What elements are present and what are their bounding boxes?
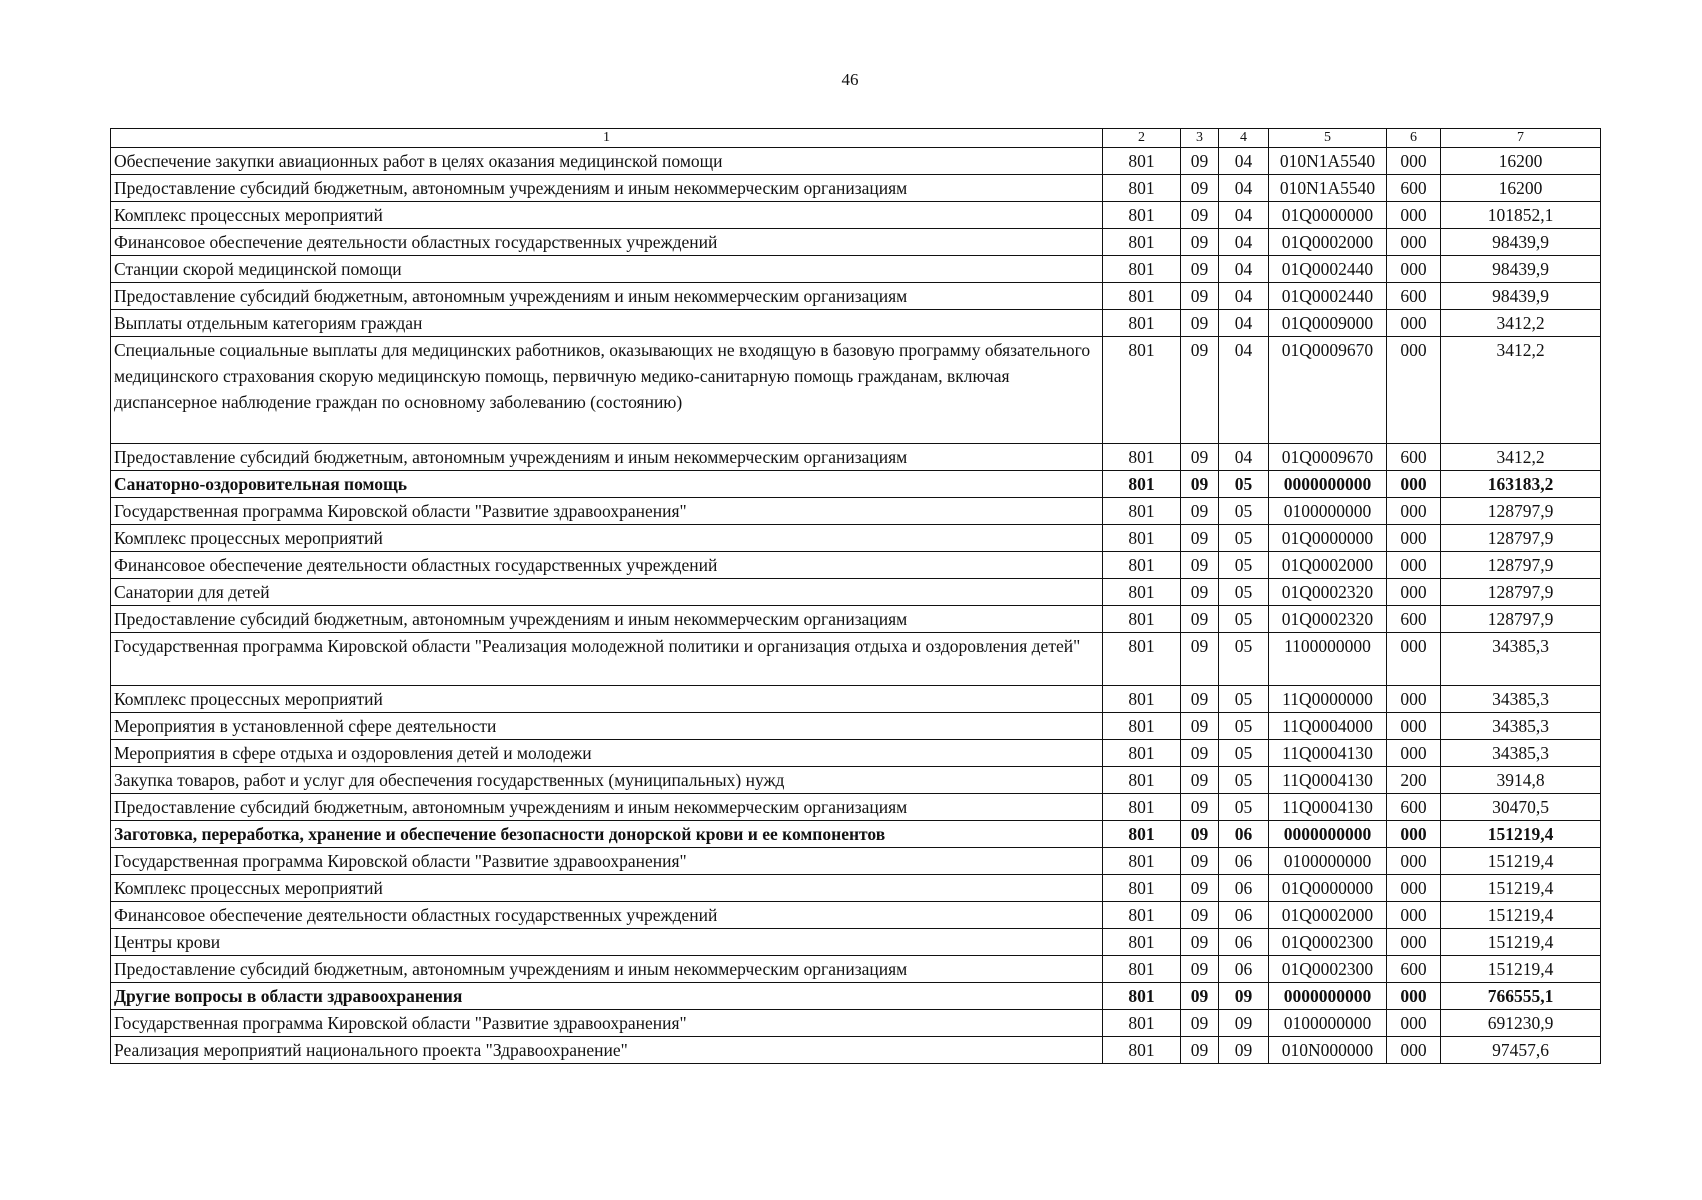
row-name: Предоставление субсидий бюджетным, автономным учреждениям и иным некоммерческим организациям	[111, 283, 1103, 310]
row-name: Предоставление субсидий бюджетным, автономным учреждениям и иным некоммерческим организациям	[111, 794, 1103, 821]
row-name: Закупка товаров, работ и услуг для обеспечения государственных (муниципальных) нужд	[111, 767, 1103, 794]
row-subsection: 06	[1219, 929, 1269, 956]
row-section: 09	[1181, 579, 1219, 606]
row-name: Санатории для детей	[111, 579, 1103, 606]
row-ministry-code: 801	[1103, 256, 1181, 283]
row-section: 09	[1181, 471, 1219, 498]
row-subsection: 05	[1219, 633, 1269, 686]
row-target-article: 0100000000	[1269, 1010, 1387, 1037]
row-ministry-code: 801	[1103, 148, 1181, 175]
row-amount: 98439,9	[1441, 256, 1601, 283]
table-row	[111, 337, 1601, 444]
row-amount: 151219,4	[1441, 902, 1601, 929]
row-subsection: 05	[1219, 498, 1269, 525]
row-name: Государственная программа Кировской области "Развитие здравоохранения"	[111, 1010, 1103, 1037]
row-expense-type: 000	[1387, 471, 1441, 498]
row-name: Финансовое обеспечение деятельности областных государственных учреждений	[111, 552, 1103, 579]
header-col-3: 3	[1181, 129, 1219, 148]
row-name: Мероприятия в установленной сфере деятельности	[111, 713, 1103, 740]
row-ministry-code: 801	[1103, 848, 1181, 875]
table-row	[111, 175, 1601, 202]
row-amount: 101852,1	[1441, 202, 1601, 229]
row-subsection: 05	[1219, 713, 1269, 740]
row-name: Комплекс процессных мероприятий	[111, 525, 1103, 552]
row-section: 09	[1181, 848, 1219, 875]
row-amount: 151219,4	[1441, 821, 1601, 848]
row-amount: 766555,1	[1441, 983, 1601, 1010]
row-expense-type: 000	[1387, 1010, 1441, 1037]
row-ministry-code: 801	[1103, 875, 1181, 902]
row-expense-type: 600	[1387, 283, 1441, 310]
row-expense-type: 600	[1387, 956, 1441, 983]
row-amount: 3412,2	[1441, 444, 1601, 471]
table-row	[111, 929, 1601, 956]
row-subsection: 05	[1219, 579, 1269, 606]
row-ministry-code: 801	[1103, 929, 1181, 956]
row-name: Выплаты отдельным категориям граждан	[111, 310, 1103, 337]
row-expense-type: 000	[1387, 633, 1441, 686]
row-amount: 3914,8	[1441, 767, 1601, 794]
row-amount: 16200	[1441, 148, 1601, 175]
row-name: Государственная программа Кировской области "Развитие здравоохранения"	[111, 498, 1103, 525]
table-row	[111, 229, 1601, 256]
row-section: 09	[1181, 310, 1219, 337]
row-subsection: 05	[1219, 471, 1269, 498]
row-section: 09	[1181, 983, 1219, 1010]
row-target-article: 01Q0002320	[1269, 579, 1387, 606]
row-expense-type: 000	[1387, 498, 1441, 525]
row-amount: 163183,2	[1441, 471, 1601, 498]
table-row	[111, 256, 1601, 283]
row-target-article: 01Q0002000	[1269, 229, 1387, 256]
row-name: Санаторно-оздоровительная помощь	[111, 471, 1103, 498]
row-ministry-code: 801	[1103, 471, 1181, 498]
row-subsection: 04	[1219, 148, 1269, 175]
row-section: 09	[1181, 202, 1219, 229]
table-row	[111, 471, 1601, 498]
row-expense-type: 000	[1387, 983, 1441, 1010]
row-target-article: 01Q0002000	[1269, 902, 1387, 929]
row-amount: 34385,3	[1441, 633, 1601, 686]
header-col-7: 7	[1441, 129, 1601, 148]
table-row	[111, 740, 1601, 767]
row-section: 09	[1181, 902, 1219, 929]
row-name: Государственная программа Кировской области "Реализация молодежной политики и организация отдыха и оздоровления детей"	[111, 633, 1103, 686]
row-section: 09	[1181, 1037, 1219, 1064]
row-subsection: 06	[1219, 902, 1269, 929]
row-target-article: 01Q0002440	[1269, 256, 1387, 283]
row-subsection: 05	[1219, 525, 1269, 552]
row-ministry-code: 801	[1103, 821, 1181, 848]
row-expense-type: 600	[1387, 175, 1441, 202]
header-col-6: 6	[1387, 129, 1441, 148]
table-row	[111, 202, 1601, 229]
row-subsection: 06	[1219, 875, 1269, 902]
row-subsection: 05	[1219, 552, 1269, 579]
row-subsection: 04	[1219, 310, 1269, 337]
row-target-article: 01Q0002300	[1269, 956, 1387, 983]
table-row	[111, 552, 1601, 579]
row-target-article: 01Q0002440	[1269, 283, 1387, 310]
row-subsection: 05	[1219, 606, 1269, 633]
row-section: 09	[1181, 740, 1219, 767]
row-ministry-code: 801	[1103, 444, 1181, 471]
row-target-article: 01Q0002320	[1269, 606, 1387, 633]
header-col-5: 5	[1269, 129, 1387, 148]
row-amount: 691230,9	[1441, 1010, 1601, 1037]
row-amount: 98439,9	[1441, 283, 1601, 310]
table-row	[111, 310, 1601, 337]
row-amount: 151219,4	[1441, 875, 1601, 902]
row-expense-type: 000	[1387, 713, 1441, 740]
row-subsection: 05	[1219, 794, 1269, 821]
row-subsection: 04	[1219, 283, 1269, 310]
row-section: 09	[1181, 498, 1219, 525]
row-amount: 97457,6	[1441, 1037, 1601, 1064]
row-ministry-code: 801	[1103, 767, 1181, 794]
row-amount: 128797,9	[1441, 498, 1601, 525]
table-row	[111, 498, 1601, 525]
row-ministry-code: 801	[1103, 337, 1181, 444]
row-name: Реализация мероприятий национального проекта "Здравоохранение"	[111, 1037, 1103, 1064]
row-name: Комплекс процессных мероприятий	[111, 202, 1103, 229]
table-row	[111, 283, 1601, 310]
row-amount: 3412,2	[1441, 337, 1601, 444]
row-amount: 151219,4	[1441, 848, 1601, 875]
row-subsection: 04	[1219, 256, 1269, 283]
row-amount: 34385,3	[1441, 713, 1601, 740]
row-expense-type: 600	[1387, 444, 1441, 471]
row-target-article: 010N1A5540	[1269, 148, 1387, 175]
row-target-article: 11Q0000000	[1269, 686, 1387, 713]
table-row	[111, 686, 1601, 713]
row-expense-type: 000	[1387, 1037, 1441, 1064]
row-expense-type: 000	[1387, 310, 1441, 337]
row-target-article: 0000000000	[1269, 983, 1387, 1010]
row-section: 09	[1181, 1010, 1219, 1037]
row-target-article: 0100000000	[1269, 498, 1387, 525]
row-expense-type: 000	[1387, 337, 1441, 444]
row-subsection: 04	[1219, 229, 1269, 256]
row-expense-type: 000	[1387, 579, 1441, 606]
row-ministry-code: 801	[1103, 579, 1181, 606]
row-ministry-code: 801	[1103, 283, 1181, 310]
row-name: Другие вопросы в области здравоохранения	[111, 983, 1103, 1010]
row-ministry-code: 801	[1103, 713, 1181, 740]
row-target-article: 11Q0004130	[1269, 794, 1387, 821]
table-row	[111, 848, 1601, 875]
table-row	[111, 902, 1601, 929]
table-row	[111, 633, 1601, 686]
row-section: 09	[1181, 337, 1219, 444]
row-subsection: 09	[1219, 1037, 1269, 1064]
row-ministry-code: 801	[1103, 1010, 1181, 1037]
row-section: 09	[1181, 283, 1219, 310]
header-col-1: 1	[111, 129, 1103, 148]
row-target-article: 01Q0000000	[1269, 202, 1387, 229]
row-subsection: 05	[1219, 740, 1269, 767]
row-target-article: 11Q0004130	[1269, 740, 1387, 767]
row-section: 09	[1181, 525, 1219, 552]
row-section: 09	[1181, 256, 1219, 283]
row-ministry-code: 801	[1103, 902, 1181, 929]
row-name: Мероприятия в сфере отдыха и оздоровления детей и молодежи	[111, 740, 1103, 767]
row-expense-type: 000	[1387, 256, 1441, 283]
row-section: 09	[1181, 444, 1219, 471]
row-amount: 128797,9	[1441, 606, 1601, 633]
row-section: 09	[1181, 794, 1219, 821]
row-target-article: 01Q0002300	[1269, 929, 1387, 956]
row-target-article: 010N1A5540	[1269, 175, 1387, 202]
row-section: 09	[1181, 713, 1219, 740]
row-expense-type: 600	[1387, 606, 1441, 633]
row-amount: 34385,3	[1441, 686, 1601, 713]
row-name: Заготовка, переработка, хранение и обеспечение безопасности донорской крови и ее компонентов	[111, 821, 1103, 848]
row-name: Комплекс процессных мероприятий	[111, 875, 1103, 902]
row-subsection: 05	[1219, 767, 1269, 794]
row-subsection: 09	[1219, 983, 1269, 1010]
row-expense-type: 000	[1387, 929, 1441, 956]
row-name: Предоставление субсидий бюджетным, автономным учреждениям и иным некоммерческим организациям	[111, 956, 1103, 983]
row-target-article: 0000000000	[1269, 821, 1387, 848]
row-section: 09	[1181, 767, 1219, 794]
row-target-article: 01Q0000000	[1269, 875, 1387, 902]
row-name: Финансовое обеспечение деятельности областных государственных учреждений	[111, 902, 1103, 929]
row-name: Предоставление субсидий бюджетным, автономным учреждениям и иным некоммерческим организациям	[111, 444, 1103, 471]
row-expense-type: 000	[1387, 848, 1441, 875]
header-col-2: 2	[1103, 129, 1181, 148]
row-subsection: 06	[1219, 956, 1269, 983]
row-target-article: 1100000000	[1269, 633, 1387, 686]
table-row	[111, 606, 1601, 633]
row-ministry-code: 801	[1103, 956, 1181, 983]
row-section: 09	[1181, 821, 1219, 848]
table-body	[111, 148, 1601, 1064]
table-row	[111, 821, 1601, 848]
row-subsection: 06	[1219, 848, 1269, 875]
row-expense-type: 000	[1387, 525, 1441, 552]
row-subsection: 09	[1219, 1010, 1269, 1037]
row-section: 09	[1181, 148, 1219, 175]
row-ministry-code: 801	[1103, 633, 1181, 686]
row-expense-type: 200	[1387, 767, 1441, 794]
row-expense-type: 000	[1387, 821, 1441, 848]
row-section: 09	[1181, 633, 1219, 686]
row-section: 09	[1181, 552, 1219, 579]
row-name: Центры крови	[111, 929, 1103, 956]
row-expense-type: 600	[1387, 794, 1441, 821]
row-amount: 34385,3	[1441, 740, 1601, 767]
row-ministry-code: 801	[1103, 202, 1181, 229]
row-name: Предоставление субсидий бюджетным, автономным учреждениям и иным некоммерческим организациям	[111, 175, 1103, 202]
row-target-article: 01Q0009670	[1269, 444, 1387, 471]
row-amount: 128797,9	[1441, 579, 1601, 606]
row-amount: 151219,4	[1441, 956, 1601, 983]
page-number: 46	[841, 70, 859, 89]
row-amount: 128797,9	[1441, 552, 1601, 579]
row-section: 09	[1181, 686, 1219, 713]
row-target-article: 01Q0009000	[1269, 310, 1387, 337]
row-target-article: 01Q0000000	[1269, 525, 1387, 552]
row-subsection: 04	[1219, 444, 1269, 471]
row-ministry-code: 801	[1103, 1037, 1181, 1064]
row-ministry-code: 801	[1103, 686, 1181, 713]
row-expense-type: 000	[1387, 552, 1441, 579]
row-expense-type: 000	[1387, 148, 1441, 175]
row-target-article: 11Q0004000	[1269, 713, 1387, 740]
row-ministry-code: 801	[1103, 983, 1181, 1010]
row-ministry-code: 801	[1103, 498, 1181, 525]
row-section: 09	[1181, 956, 1219, 983]
row-name: Обеспечение закупки авиационных работ в целях оказания медицинской помощи	[111, 148, 1103, 175]
row-section: 09	[1181, 229, 1219, 256]
row-ministry-code: 801	[1103, 606, 1181, 633]
row-name: Специальные социальные выплаты для медицинских работников, оказывающих не входящую в базовую программу обязательного медицинского страхования скорую медицинскую помощь, первичную медико-санитарную помощь гражданам, включая диспансерное наблюдение граждан по основному заболеванию (состоянию)	[111, 337, 1103, 444]
row-expense-type: 000	[1387, 740, 1441, 767]
row-target-article: 010N000000	[1269, 1037, 1387, 1064]
row-amount: 98439,9	[1441, 229, 1601, 256]
row-expense-type: 000	[1387, 229, 1441, 256]
row-ministry-code: 801	[1103, 175, 1181, 202]
row-target-article: 0000000000	[1269, 471, 1387, 498]
row-target-article: 0100000000	[1269, 848, 1387, 875]
row-name: Станции скорой медицинской помощи	[111, 256, 1103, 283]
table-row	[111, 444, 1601, 471]
table-row	[111, 713, 1601, 740]
table-row	[111, 579, 1601, 606]
row-amount: 151219,4	[1441, 929, 1601, 956]
table-row	[111, 956, 1601, 983]
table-row	[111, 1010, 1601, 1037]
row-subsection: 04	[1219, 175, 1269, 202]
header-col-4: 4	[1219, 129, 1269, 148]
row-ministry-code: 801	[1103, 552, 1181, 579]
row-name: Государственная программа Кировской области "Развитие здравоохранения"	[111, 848, 1103, 875]
row-amount: 3412,2	[1441, 310, 1601, 337]
row-section: 09	[1181, 929, 1219, 956]
row-subsection: 05	[1219, 686, 1269, 713]
row-expense-type: 000	[1387, 875, 1441, 902]
row-subsection: 04	[1219, 202, 1269, 229]
table-header-row	[111, 129, 1601, 148]
table-row	[111, 767, 1601, 794]
row-ministry-code: 801	[1103, 525, 1181, 552]
row-section: 09	[1181, 606, 1219, 633]
row-amount: 128797,9	[1441, 525, 1601, 552]
table-row	[111, 983, 1601, 1010]
table-row	[111, 525, 1601, 552]
row-amount: 30470,5	[1441, 794, 1601, 821]
row-subsection: 06	[1219, 821, 1269, 848]
row-target-article: 01Q0009670	[1269, 337, 1387, 444]
table-row	[111, 794, 1601, 821]
row-section: 09	[1181, 875, 1219, 902]
table-row	[111, 148, 1601, 175]
row-subsection: 04	[1219, 337, 1269, 444]
row-expense-type: 000	[1387, 202, 1441, 229]
row-name: Комплекс процессных мероприятий	[111, 686, 1103, 713]
row-expense-type: 000	[1387, 686, 1441, 713]
row-target-article: 01Q0002000	[1269, 552, 1387, 579]
row-target-article: 11Q0004130	[1269, 767, 1387, 794]
row-name: Финансовое обеспечение деятельности областных государственных учреждений	[111, 229, 1103, 256]
row-section: 09	[1181, 175, 1219, 202]
table-row	[111, 875, 1601, 902]
row-ministry-code: 801	[1103, 740, 1181, 767]
row-amount: 16200	[1441, 175, 1601, 202]
table-row	[111, 1037, 1601, 1064]
row-ministry-code: 801	[1103, 310, 1181, 337]
row-ministry-code: 801	[1103, 229, 1181, 256]
row-expense-type: 000	[1387, 902, 1441, 929]
row-ministry-code: 801	[1103, 794, 1181, 821]
row-name: Предоставление субсидий бюджетным, автономным учреждениям и иным некоммерческим организациям	[111, 606, 1103, 633]
budget-table	[110, 128, 1601, 1064]
